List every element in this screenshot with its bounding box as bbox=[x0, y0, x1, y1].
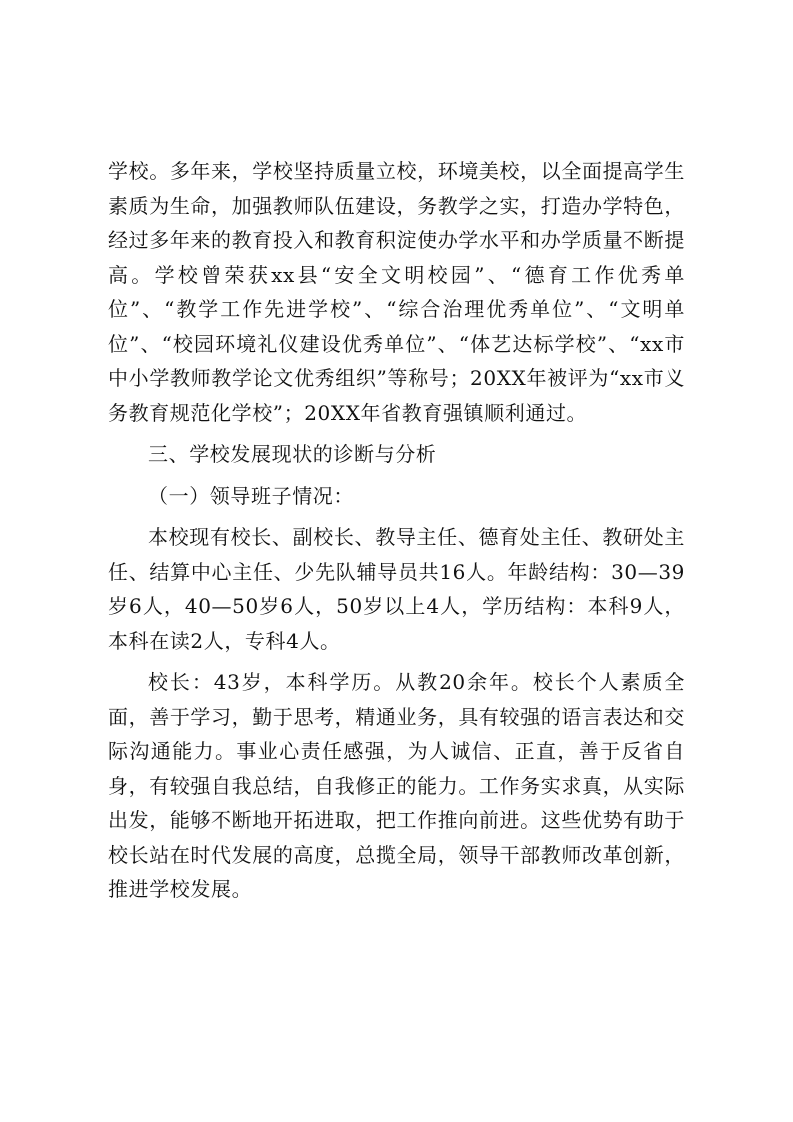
document-body bbox=[108, 154, 685, 914]
paragraph-principal-profile: 校长：43岁，本科学历。从教20余年。校长个人素质全面，善于学习，勤于思考，精通业务，具有较强的语言表达和交际沟通能力。事业心责任感强，为人诚信、正直，善于反省自身，有较强自我总结，自我修正的能力。工作务实求真，从实际出发，能够不断地开拓进取，把工作推向前进。这些优势有助于校长站在时代发展的高度，总揽全局，领导干部教师改革创新，推进学校发展。 bbox=[108, 670, 685, 901]
section-heading-diagnosis: 三、学校发展现状的诊断与分析 bbox=[148, 442, 437, 466]
subsection-heading-leadership: （一）领导班子情况： bbox=[148, 483, 354, 508]
paragraph-school-history: 学校。多年来，学校坚持质量立校，环境美校，以全面提高学生素质为生命，加强教师队伍建设，务教学之实，打造办学特色，经过多年来的教育投入和教育积淀使办学水平和办学质量不断提高。学校曾荣获xx县“安全文明校园”、“德育工作优秀单位”、“教学工作先进学校”、“综合治理优秀单位”、“文明单位”、“校园环境礼仪建设优秀单位”、“体艺达标学校”、“xx市中小学教师教学论文优秀组织”等称号；20XX年被评为“xx市义务教育规范化学校”；20XX年省教育强镇顺利通过。 bbox=[108, 159, 685, 425]
paragraph-leadership-composition: 本校现有校长、副校长、教导主任、德育处主任、教研处主任、结算中心主任、少先队辅导员共16人。年龄结构：30—39岁6人，40—50岁6人，50岁以上4人，学历结构：本科9人，本科在读2人，专科4人。 bbox=[108, 525, 685, 653]
